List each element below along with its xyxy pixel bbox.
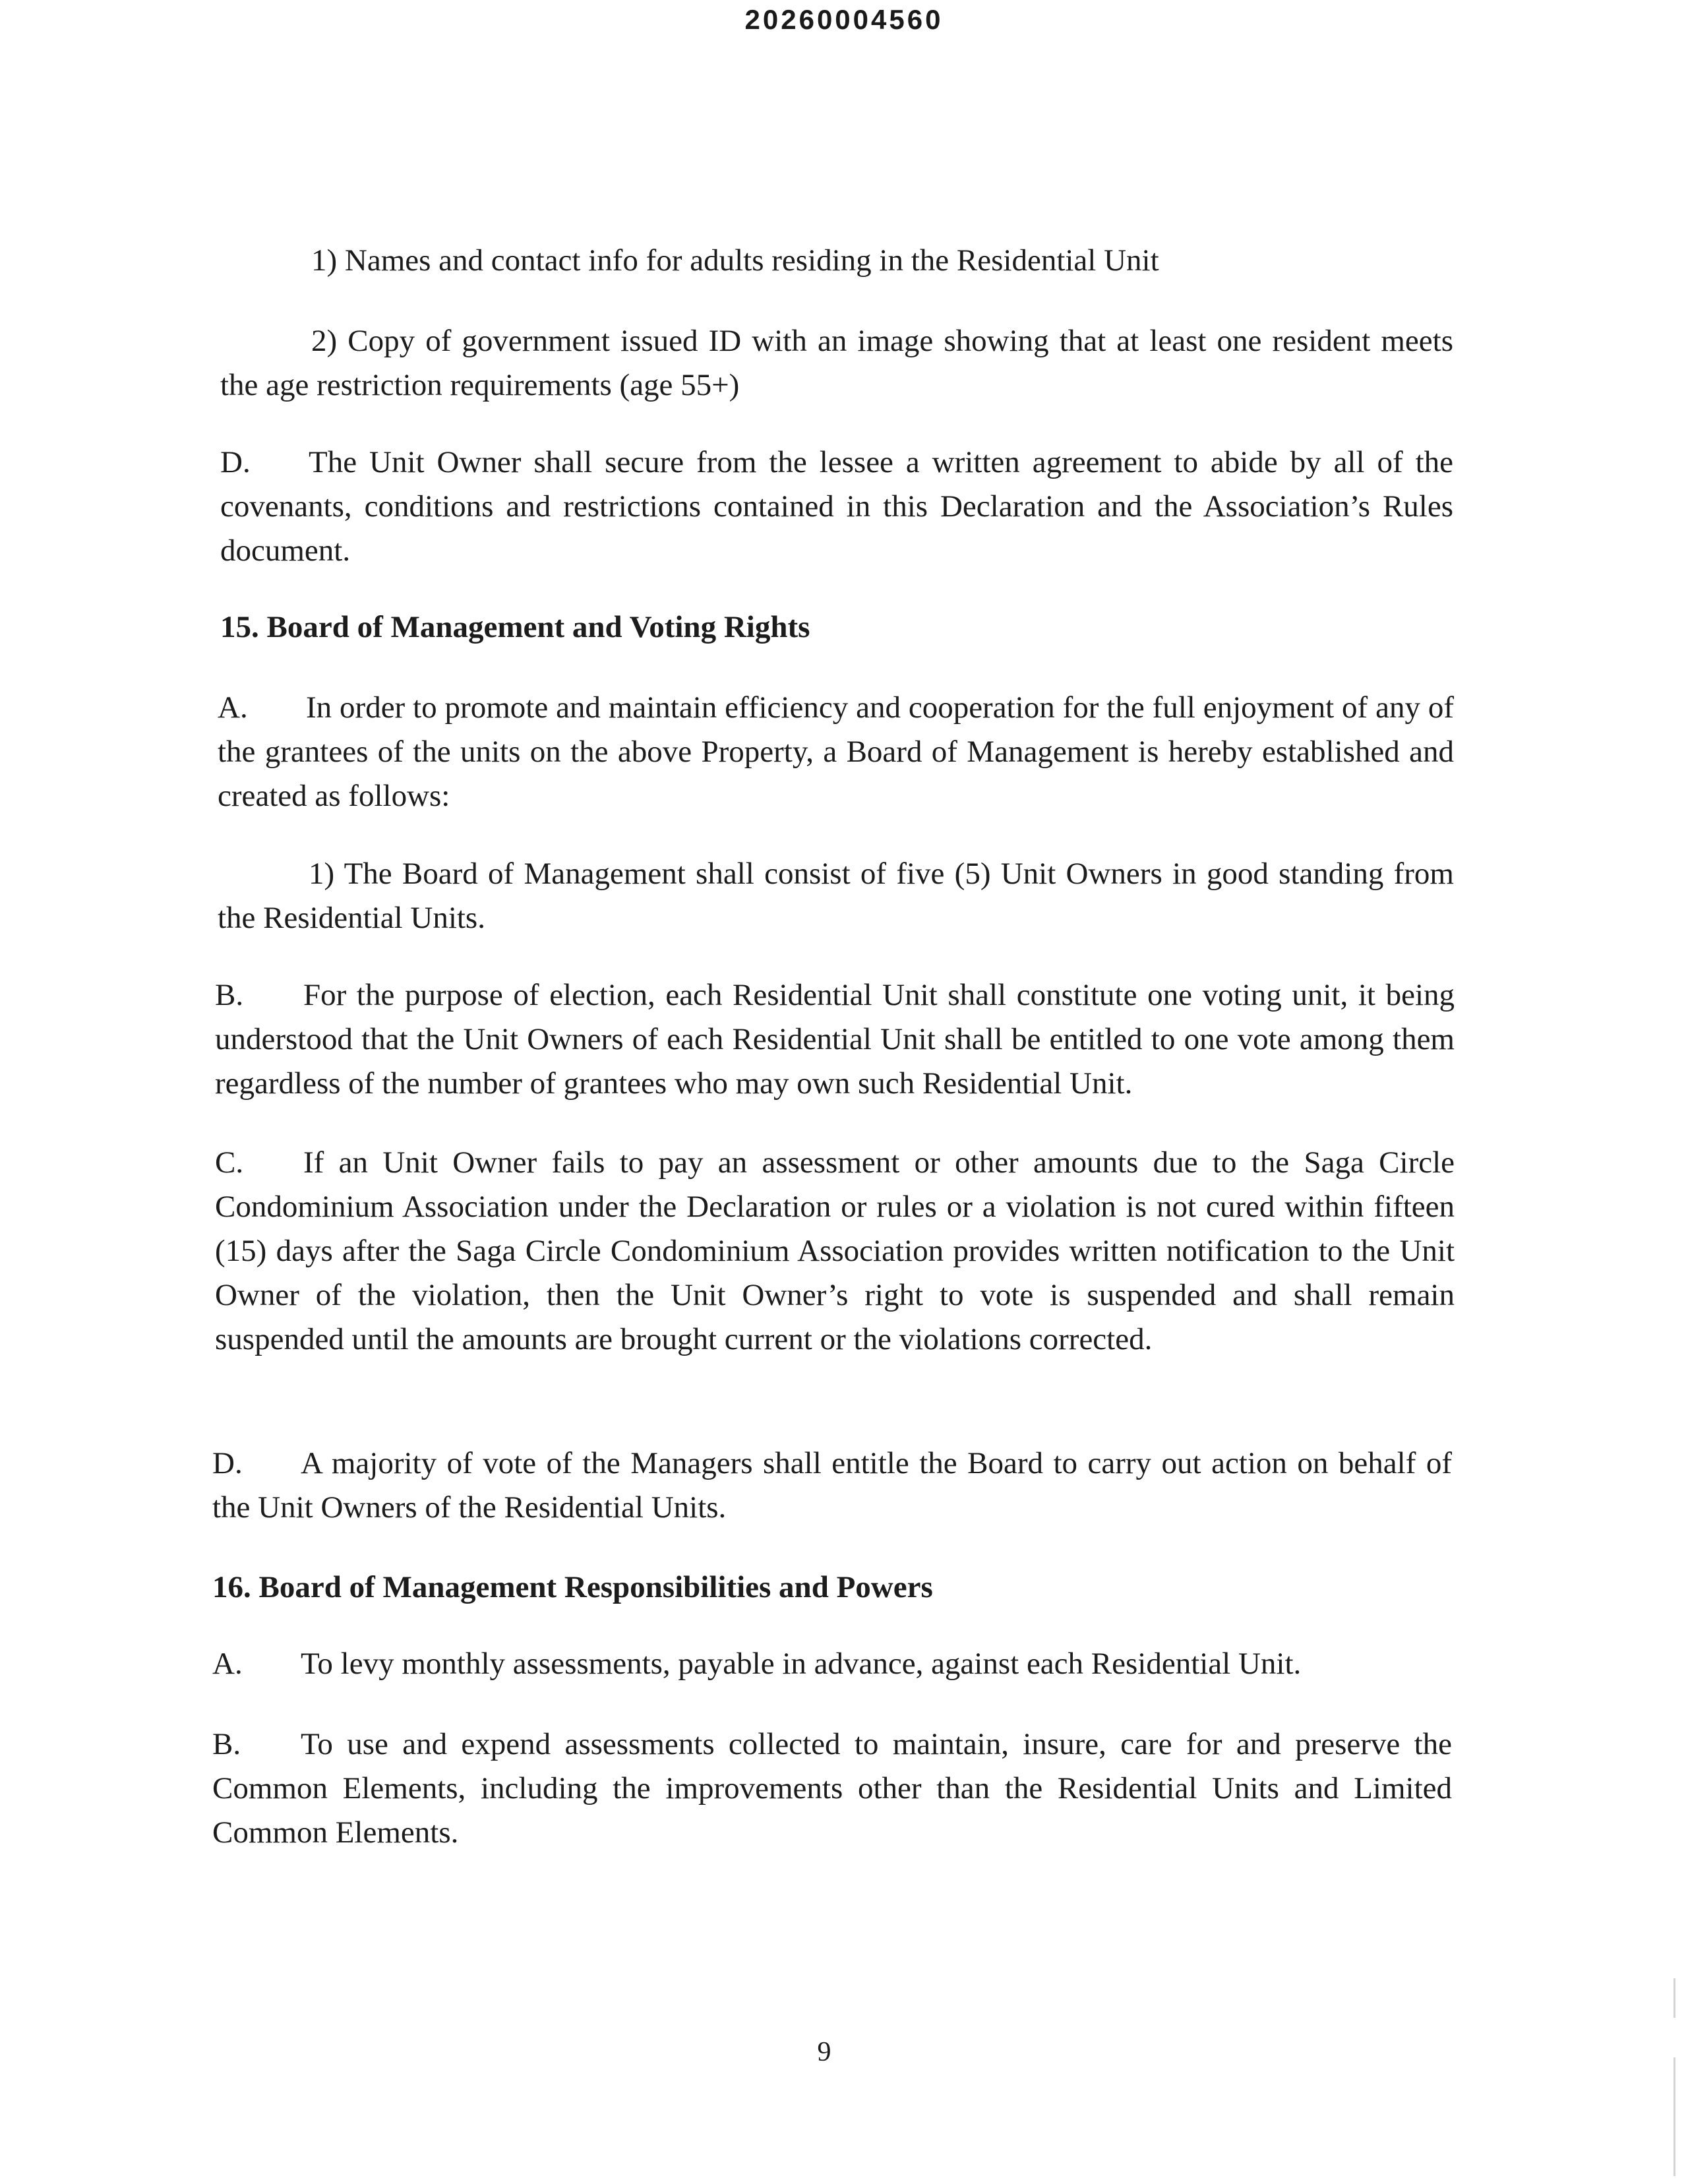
section14-item-2: 2) Copy of government issued ID with an image showing that at least one resident meets the age restriction requirements (age 55+) xyxy=(220,324,1453,402)
section14-item-1: 1) Names and contact info for adults residing in the Residential Unit xyxy=(311,243,1159,278)
section15-a-text: In order to promote and maintain efficiency and cooperation for the full enjoyment of any of the grantees of the units on the above Property, a Board of Management is hereby established and created as follows: xyxy=(218,690,1454,813)
section15-c-label: C. xyxy=(215,1145,244,1180)
section16-heading: 16. Board of Management Responsibilities and Powers xyxy=(212,1570,933,1604)
scan-edge-mark xyxy=(1673,1978,1675,2018)
document-number: 20260004560 xyxy=(744,4,944,35)
section15-a-label: A. xyxy=(218,690,248,725)
section15-d-label: D. xyxy=(212,1446,243,1480)
section14-paragraph-d xyxy=(220,440,1453,573)
section16-a-text: To levy monthly assessments, payable in advance, against each Residential Unit. xyxy=(301,1647,1302,1681)
section14-d-text: The Unit Owner shall secure from the lessee a written agreement to abide by all of the covenants, conditions and restrictions contained in this Declaration and the Association’s Rules document. xyxy=(220,445,1453,568)
section15-paragraph-d xyxy=(212,1441,1452,1530)
section16-paragraph-a xyxy=(212,1642,1452,1686)
section15-c-text: If an Unit Owner fails to pay an assessment or other amounts due to the Saga Circle Condominium Association under the Declaration or rules or a violation is not cured within fifteen (15) days after the Saga Circle Condominium Association provides written notification to the Unit Owner of the violation, then the Unit Owner’s right to vote is suspended and shall remain suspended until the amounts are brought current or the violations corrected. xyxy=(215,1145,1455,1356)
section14-d-label: D. xyxy=(220,445,251,479)
section15-d-text: A majority of vote of the Managers shall entitle the Board to carry out action on behalf of the Unit Owners of the Residential Units. xyxy=(212,1446,1452,1525)
section15-b-text: For the purpose of election, each Residential Unit shall constitute one voting unit, it being understood that the Unit Owners of each Residential Unit shall be entitled to one vote among them regardless of the number of grantees who may own such Residential Unit. xyxy=(215,978,1455,1101)
section15-heading: 15. Board of Management and Voting Rights xyxy=(220,610,810,644)
section15-a-item-1: 1) The Board of Management shall consist of five (5) Unit Owners in good standing from the Residential Units. xyxy=(218,857,1454,935)
section15-paragraph-a xyxy=(218,686,1454,818)
section15-paragraph-b xyxy=(215,973,1455,1106)
section15-paragraph-c xyxy=(215,1141,1455,1362)
scan-edge-mark xyxy=(1673,2057,1675,2176)
section16-paragraph-b xyxy=(212,1722,1452,1855)
page-number: 9 xyxy=(817,2037,831,2067)
section15-b-label: B. xyxy=(215,978,244,1012)
section16-a-label: A. xyxy=(212,1647,243,1681)
section16-b-text: To use and expend assessments collected to maintain, insure, care for and preserve the Common Elements, including the improvements other than the Residential Units and Limited Common Elements. xyxy=(212,1727,1452,1850)
section16-b-label: B. xyxy=(212,1727,241,1761)
